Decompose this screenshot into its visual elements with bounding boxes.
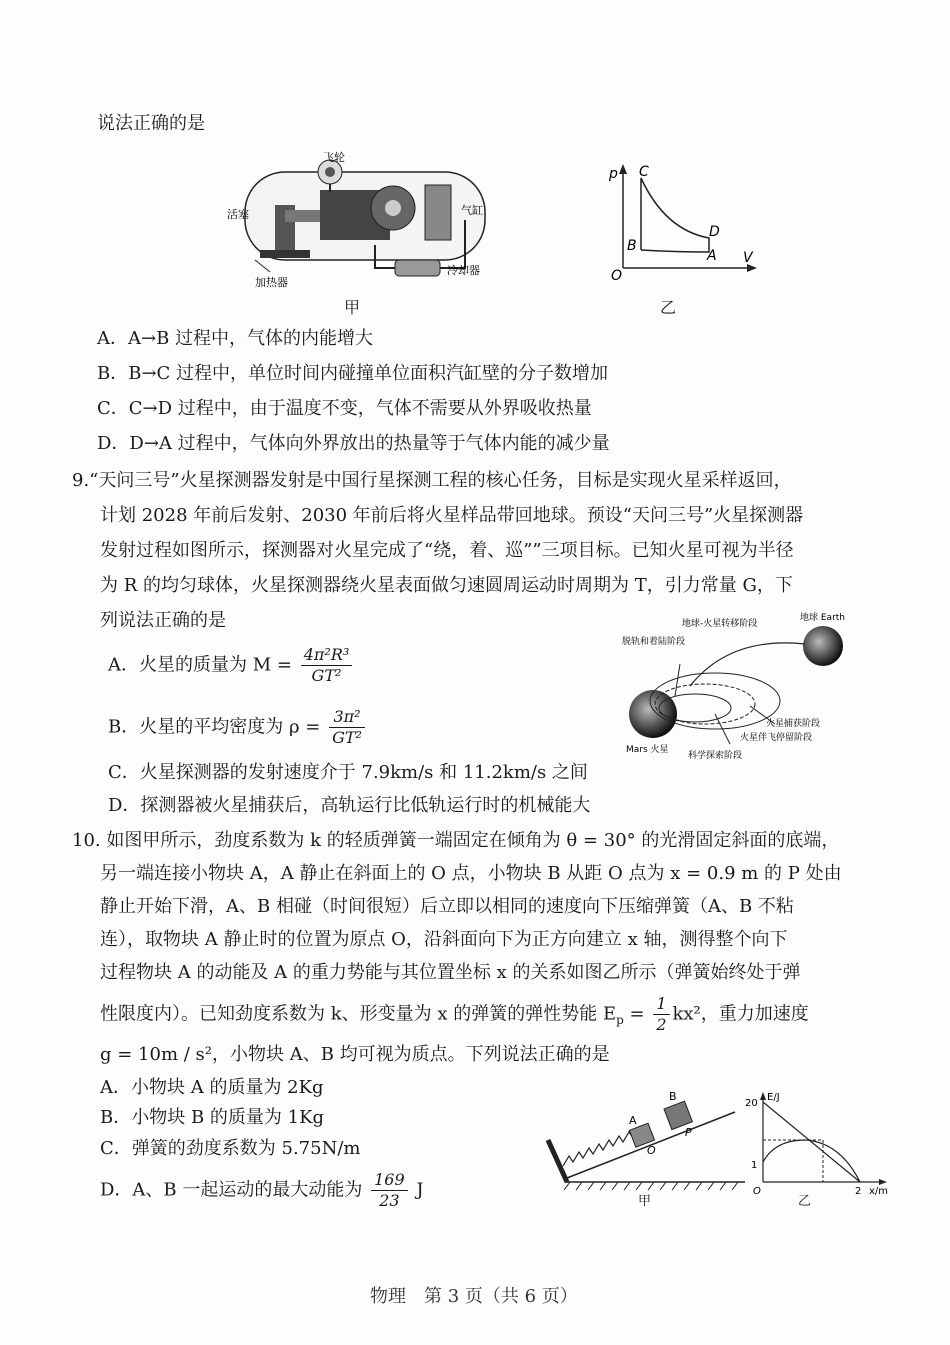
- q10-option-d-unit: J: [416, 1179, 424, 1201]
- q10-line6-denominator: 2: [656, 1015, 667, 1034]
- v-axis-label: V: [743, 250, 753, 266]
- q10-line6-numerator: 1: [653, 994, 669, 1015]
- q10-option-d-numerator: 169: [371, 1170, 408, 1191]
- q9-option-b-denominator: GT²: [332, 728, 362, 747]
- q10-stem-line-1: 10. 如图甲所示，劲度系数为 k 的轻质弹簧一端固定在倾角为 θ = 30° 的光滑固定斜面的底端，: [72, 830, 840, 851]
- q9-option-a-fraction: [301, 645, 353, 686]
- block-b-label: B: [669, 1090, 677, 1103]
- graph-y-top-tick: 20: [745, 1098, 758, 1109]
- q9-option-b-fraction: [329, 707, 365, 748]
- mars-mission-figure: [620, 606, 860, 774]
- cooler-label: 冷却器: [447, 264, 480, 277]
- graph-x-tick: 2: [855, 1186, 862, 1197]
- fig-jia-caption: 甲: [344, 298, 361, 317]
- graph-origin-label: O: [753, 1186, 761, 1197]
- q10-line6-subscript: p: [616, 1013, 624, 1028]
- q9-option-b-text: B．火星的平均密度为 ρ =: [108, 716, 321, 738]
- q9-option-d: D．探测器被火星捕获后，高轨运行比低轨运行时的机械能大: [108, 795, 591, 816]
- q9-option-b: [108, 707, 368, 748]
- point-b-label: B: [627, 238, 637, 254]
- q9-option-a-numerator: 4π²R³: [301, 645, 353, 666]
- q8-option-c: C．C→D 过程中，由于温度不变，气体不需要从外界吸收热量: [97, 398, 592, 419]
- point-d-label: D: [709, 224, 720, 240]
- q9-option-c: C．火星探测器的发射速度介于 7.9km/s 和 11.2km/s 之间: [108, 762, 588, 783]
- q8-lead: 说法正确的是: [97, 113, 205, 134]
- q10-option-d-denominator: 23: [379, 1191, 400, 1210]
- point-a-label: A: [707, 248, 717, 264]
- heater-label: 加热器: [255, 276, 288, 289]
- q10-stem-line-6: [100, 994, 809, 1035]
- graph-y-label: E/J: [767, 1092, 780, 1103]
- p-axis-label: p: [609, 166, 618, 182]
- q9-stem-line-4: 为 R 的均匀球体，火星探测器绕火星表面做匀速圆周运动时周期为 T，引力常量 G，下: [100, 575, 793, 596]
- q10-option-a: A．小物块 A 的质量为 2Kg: [100, 1077, 324, 1098]
- q10-line6-equals: =: [623, 1003, 651, 1025]
- q10-line6-fraction: [653, 994, 669, 1035]
- q10-option-c: C．弹簧的劲度系数为 5.75N/m: [100, 1138, 361, 1159]
- capture-stage-label: 火星捕获阶段: [766, 719, 821, 729]
- q10-line6-suffix: kx²，重力加速度: [672, 1003, 809, 1025]
- engine-figure: [225, 150, 500, 290]
- q10-stem-line-7: g = 10m / s²，小物块 A、B 均可视为质点。下列说法正确的是: [100, 1044, 610, 1065]
- energy-graph: [745, 1090, 895, 1205]
- q10-stem-line-4: 连），取物块 A 静止时的位置为原点 O，沿斜面向下为正方向建立 x 轴，测得整个向下: [100, 929, 788, 950]
- point-p-label: P: [685, 1126, 692, 1139]
- q9-option-a: [108, 645, 355, 686]
- q10-option-d-fraction: [371, 1170, 408, 1211]
- q10-option-d-text: D．A、B 一起运动的最大动能为: [100, 1179, 363, 1201]
- q10-stem-line-3: 静止开始下滑，A、B 相碰（时间很短）后立即以相同的速度向下压缩弹簧（A、B 不粘: [100, 896, 794, 917]
- q9-stem-line-1: 9.“天问三号”火星探测器发射是中国行星探测工程的核心任务，目标是实现火星采样返回，: [72, 470, 792, 491]
- block-a-label: A: [629, 1114, 637, 1127]
- q8-option-a: A．A→B 过程中，气体的内能增大: [97, 328, 374, 349]
- slope-fig-caption: 甲: [638, 1194, 652, 1209]
- q10-option-b: B．小物块 B 的质量为 1Kg: [100, 1107, 325, 1128]
- origin-label: O: [611, 268, 623, 284]
- q9-option-b-numerator: 3π²: [329, 707, 365, 728]
- point-o-label: O: [647, 1144, 656, 1157]
- q9-stem-line-5: 列说法正确的是: [100, 610, 226, 631]
- fig-yi-caption: 乙: [660, 298, 677, 317]
- transfer-stage-label: 地球-火星转移阶段: [682, 619, 758, 629]
- q10-stem-line-2: 另一端连接小物块 A，A 静止在斜面上的 O 点，小物块 B 从距 O 点为 x = 0.9 m 的 P 处由: [100, 863, 842, 884]
- q9-stem-line-2: 计划 2028 年前后发射、2030 年前后将火星样品带回地球。预设“天问三号”火星探测器: [100, 505, 804, 526]
- deorbit-stage-label: 脱轨和着陆阶段: [622, 637, 686, 647]
- q10-option-d: [100, 1170, 424, 1211]
- pv-diagram: [605, 160, 765, 285]
- point-c-label: C: [639, 164, 649, 180]
- graph-fig-caption: 乙: [798, 1194, 812, 1209]
- piston-label: 活塞: [227, 208, 249, 221]
- q8-option-d: D．D→A 过程中，气体向外界放出的热量等于气体内能的减少量: [97, 433, 610, 454]
- earth-label: 地球 Earth: [800, 613, 845, 623]
- graph-y-low-tick: 1: [751, 1160, 758, 1171]
- page-footer: 物理 第 3 页（共 6 页）: [370, 1286, 578, 1307]
- mars-label: Mars 火星: [626, 745, 669, 755]
- explore-stage-label: 科学探索阶段: [688, 751, 743, 761]
- flywheel-label: 飞轮: [323, 151, 345, 164]
- slope-figure: [545, 1090, 750, 1205]
- cylinder-label: 气缸: [461, 204, 483, 217]
- q10-line6-prefix: 性限度内）。已知劲度系数为 k、形变量为 x 的弹簧的弹性势能 E: [100, 1003, 617, 1025]
- q9-option-a-denominator: GT²: [311, 666, 342, 685]
- q10-stem-line-5: 过程物块 A 的动能及 A 的重力势能与其位置坐标 x 的关系如图乙所示（弹簧始终处于弹: [100, 962, 801, 983]
- q9-option-a-text: A．火星的质量为 M =: [108, 654, 292, 676]
- q8-option-b: B．B→C 过程中，单位时间内碰撞单位面积汽缸壁的分子数增加: [97, 363, 609, 384]
- q9-stem-line-3: 发射过程如图所示，探测器对火星完成了“绕，着、巡””三项目标。已知火星可视为半径: [100, 540, 794, 561]
- park-stage-label: 火星伴飞停留阶段: [740, 733, 813, 743]
- graph-x-label: x/m: [869, 1186, 889, 1197]
